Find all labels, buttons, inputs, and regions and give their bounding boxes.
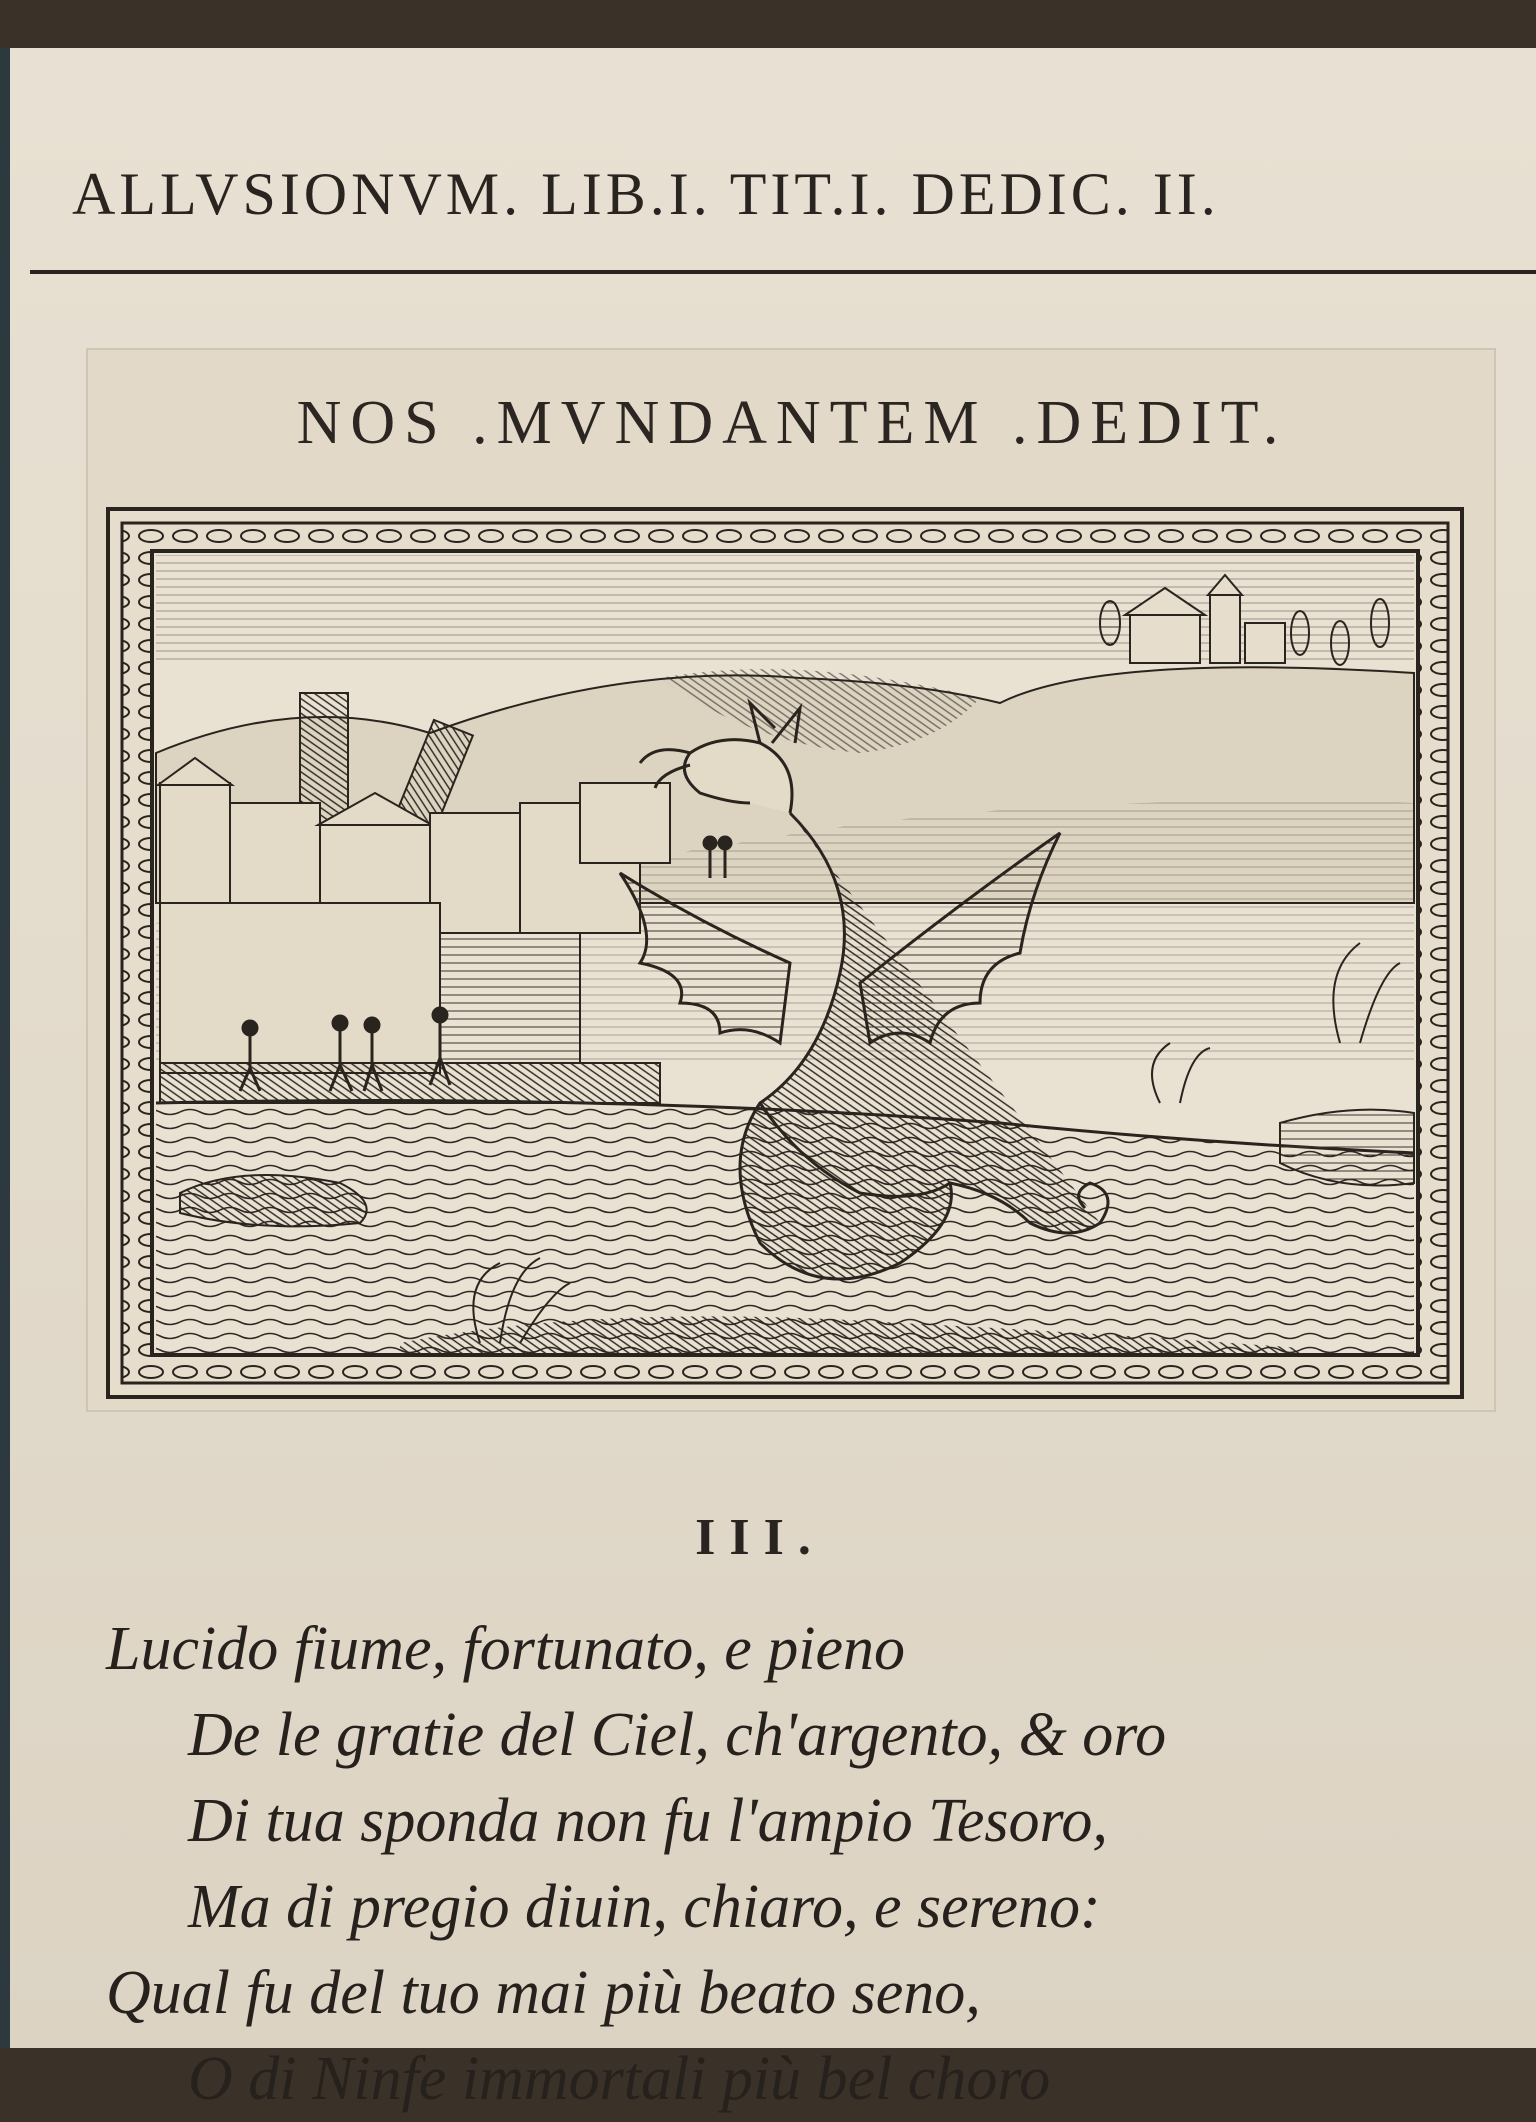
poem-line: De le gratie del Ciel, ch'argento, & oro — [188, 1701, 1167, 1769]
poem-line: O di Ninfe immortali più bel choro — [188, 2045, 1051, 2113]
poem-line: Ma di pregio diuin, chiaro, e sereno: — [188, 1873, 1101, 1941]
running-head: ALLVSIONVM. LIB.I. TIT.I. DEDIC. II. — [72, 161, 1220, 227]
emblem-engraving — [100, 503, 1470, 1403]
book-page — [0, 48, 1536, 2113]
poem-line: Di tua sponda non fu l'ampio Tesoro, — [188, 1787, 1108, 1855]
emblem-motto: NOS .MVNDANTEM .DEDIT. — [296, 389, 1288, 457]
header-rule — [30, 270, 1536, 274]
poem-text — [106, 1606, 1526, 2122]
poem-line: Lucido fiume, fortunato, e pieno — [106, 1615, 906, 1683]
section-numeral: III. — [695, 1509, 825, 1566]
poem-line: Qual fu del tuo mai più beato seno, — [106, 1959, 981, 2027]
